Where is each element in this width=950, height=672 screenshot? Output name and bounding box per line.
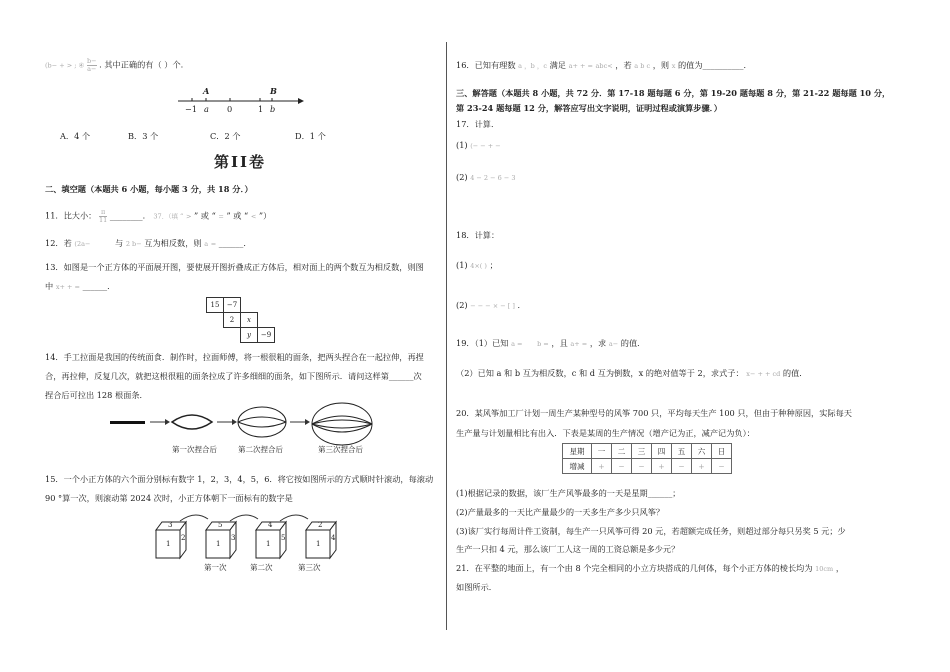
q11-frac-den: 11: [98, 216, 108, 224]
cube-4-front: 1: [316, 540, 321, 548]
q21-unit: 10cm: [815, 565, 834, 573]
column-divider: [446, 42, 447, 630]
cube-3-front: 1: [266, 540, 271, 548]
cube-3: [250, 520, 290, 560]
q17-part2-label: (2): [456, 172, 468, 182]
table-header-cell: 五: [672, 444, 692, 459]
q19-part2: [456, 368, 807, 380]
arrow-1-head: [165, 419, 170, 425]
table-header-cell: 六: [692, 444, 712, 459]
q20-part3-line1: (3)该厂实行每周计件工资制，每生产一只风筝可得 20 元，若超额完成任务，则超过部分每只另奖 5 元；少: [456, 526, 846, 536]
noodle-caption-3: 第三次捏合后: [318, 445, 363, 454]
table-cell: +: [592, 459, 612, 474]
q20-line1: 20．某风筝加工厂计划一周生产某种型号的风筝 700 只，平均每天生产 100 只，但由于种种原因，实际每天: [456, 408, 852, 418]
q17-part1-label: (1): [456, 140, 468, 150]
q20-part2: (2)产量最多的一天比产量最少的一天多生产多少只风筝？: [456, 507, 665, 517]
q12-expr1: (2a−: [74, 240, 91, 248]
noodle-thick-bar: [110, 421, 145, 424]
q12-suffix: 互为相反数，则: [144, 238, 202, 248]
q14-line1: 14．手工拉面是我国的传统面食．制作时，拉面师傅，将一根很粗的面条，把两头捏合在一起拉伸，再捏: [45, 352, 424, 362]
q13-line2: [45, 281, 115, 293]
q10-frac-den: a−: [87, 65, 97, 73]
q19-prefix: 19．（1）已知: [456, 338, 509, 348]
roll-arrow-2: [230, 515, 258, 521]
cube-2-top: 5: [218, 521, 223, 529]
q16: [456, 60, 752, 72]
tick-label-zero: 0: [227, 104, 233, 114]
q19-part2-text: （2）已知 a 和 b 互为相反数，c 和 d 互为倒数，x 的绝对值等于 2，求式子：: [456, 368, 744, 378]
q20-part1: (1)根据记录的数据，该厂生产风筝最多的一天是星期______；: [456, 488, 681, 498]
q17-part2: [456, 172, 516, 184]
q16-expr1: a+ + =: [568, 62, 593, 70]
q11-lt: <: [250, 212, 257, 221]
net-cell-x: x: [240, 312, 258, 328]
table-header-cell: 一: [592, 444, 612, 459]
q10-tail-suffix: . 其中正确的有（ ）个.: [99, 59, 184, 70]
noodle-figure: [110, 400, 380, 450]
cube-net-figure: [206, 297, 286, 345]
q16-if: ，若: [615, 60, 632, 70]
net-cell-neg7: −7: [223, 297, 241, 313]
net-cell-2: 2: [223, 312, 241, 328]
q19-ask: ，求: [589, 338, 607, 348]
cube-caption-2: 第二次: [250, 563, 273, 572]
tick-label-b: b: [270, 104, 276, 114]
q12: [45, 238, 252, 250]
noodle-stage-2: [238, 407, 286, 437]
q16-prefix: 16．已知有理数: [456, 60, 516, 70]
q21-end: ，: [835, 563, 845, 573]
cube-1-top: 3: [168, 521, 173, 529]
cube-4-top: 2: [318, 521, 323, 529]
q17-part2-expr: 4 − 2 − 6 − 3: [470, 174, 516, 182]
roll-arrow-3: [280, 515, 308, 521]
table-row: [563, 459, 732, 474]
q11-frac-num: π: [100, 208, 106, 216]
cube-2-side: 3: [231, 534, 236, 542]
q18-part1-label: (1): [456, 260, 468, 270]
q16-then: ，则: [652, 60, 670, 70]
point-label-B: B: [270, 86, 277, 96]
q13-line2-blank: ______．: [82, 281, 116, 291]
q11-gt: >: [185, 212, 192, 221]
q10-tail: [45, 58, 183, 73]
q12-eq: =: [210, 240, 217, 248]
q18-part2: [456, 300, 526, 312]
net-cell-neg9: −9: [257, 327, 275, 343]
q12-with: 与: [115, 238, 124, 248]
number-line-arrow: [298, 98, 304, 104]
cube-2: [200, 520, 240, 560]
q10-option-c: C．2 个: [210, 131, 241, 141]
q10-option-b: B．3 个: [128, 131, 159, 141]
noodle-stage-2-line-b: [238, 422, 286, 427]
noodle-stage-3-line-b: [312, 420, 372, 424]
q19-cond: ，且: [551, 338, 568, 348]
q16-vars: a ，b ，c: [518, 62, 547, 70]
table-cell: −: [712, 459, 732, 474]
arrow-3-head: [305, 419, 310, 425]
q19-part2-end: 的值．: [782, 368, 808, 378]
q19-expr1: a =: [511, 340, 523, 348]
q19-expr2: b =: [537, 340, 549, 348]
table-cell: −: [612, 459, 632, 474]
q15-line1: 15．一个小正方体的六个面分别标有数字 1，2，3，4，5，6．将它按如图所示的方式顺时针滚动，每滚动: [45, 474, 434, 484]
q21-text: 21．在平整的地面上，有一个由 8 个完全相同的小立方块搭成的几何体，每个小正方体的棱长均为: [456, 563, 813, 573]
q18-heading: 18．计算：: [456, 230, 500, 240]
noodle-caption-2: 第二次捏合后: [238, 445, 283, 454]
q19-end: 的值．: [620, 338, 646, 348]
q17-heading: 17．计算．: [456, 119, 500, 129]
q19-expr4: a−: [608, 340, 619, 348]
q12-prefix: 12．若: [45, 238, 72, 248]
arrow-2-head: [232, 419, 237, 425]
q18-part2-label: (2): [456, 300, 468, 310]
q18-part1-expr: 4×( ): [470, 262, 487, 270]
table-header-cell: 四: [652, 444, 672, 459]
noodle-stage-2-line-a: [238, 417, 286, 422]
rolling-cubes-figure: [150, 520, 340, 565]
q10-option-d: D．1 个: [295, 131, 326, 141]
point-label-A: A: [203, 86, 210, 96]
q19-part1: [456, 338, 645, 350]
q10-frac-num: b−: [86, 57, 97, 65]
q10-option-a: A．4 个: [60, 131, 91, 141]
table-header-cell: 日: [712, 444, 732, 459]
table-cell: −: [632, 459, 652, 474]
q16-end: 的值为__________．: [677, 60, 752, 70]
q13-line2-expr: x+ + =: [55, 283, 80, 291]
q10-tail-prefix: (b− + > ; ④: [45, 61, 85, 70]
tick-label-a: a: [204, 104, 209, 114]
q16-cond: 满足: [549, 60, 566, 70]
q12-blank: ______．: [218, 238, 252, 248]
q19-expr3: a+ =: [570, 340, 588, 348]
q18-part1-end: ；: [489, 260, 498, 270]
q18-part2-expr: − − − × − [ ]: [470, 302, 515, 310]
production-table: [562, 443, 732, 474]
net-cell-15: 15: [206, 297, 224, 313]
q17-part1: [456, 140, 501, 152]
q16-x: x: [671, 62, 676, 70]
table-cell: +: [692, 459, 712, 474]
cube-4-side: 4: [331, 534, 336, 542]
section3-heading-line1: 三、解答题（本题共 8 小题，共 72 分．第 17-18 题每题 6 分，第 19-20 题每题 8 分，第 21-22 题每题 10 分，: [456, 88, 891, 98]
q12-expr3: a: [204, 240, 209, 248]
cube-3-side: 5: [281, 534, 286, 542]
noodle-stage-3-line-c: [312, 424, 372, 428]
q11-right: 37．（填 “: [153, 212, 184, 221]
cube-1-side: 2: [181, 534, 186, 542]
q20-part3-line2: 生产一只扣 4 元，那么该厂工人这一周的工资总额是多少元？: [456, 544, 680, 554]
q11-prefix: 11．比大小：: [45, 210, 97, 221]
table-header-cell: 三: [632, 444, 652, 459]
q11-blank: ________．: [109, 210, 151, 221]
q21-line1: [456, 563, 844, 575]
roll-arrow-1: [180, 515, 208, 521]
table-header-cell: 星期: [563, 444, 592, 459]
q16-expr3: a b c: [634, 62, 651, 70]
net-cell-y: y: [240, 327, 258, 343]
q13-line1: 13．如图是一个正方体的平面展开图，要使展开图折叠成正方体后，相对面上的两个数互为相反数，则图: [45, 262, 424, 272]
cube-caption-3: 第三次: [298, 563, 321, 572]
table-cell: +: [652, 459, 672, 474]
cube-caption-1: 第一次: [204, 563, 227, 572]
q14-line2: 合，再拉伸，反复几次，就把这根很粗的面条拉成了许多细细的面条，如下图所示．请问这样第______次: [45, 371, 422, 381]
q13-line2-prefix: 中: [45, 281, 54, 291]
q11-sep2: ” 或 “: [226, 210, 249, 221]
q11-eq: =: [218, 212, 224, 221]
cube-1-front: 1: [166, 540, 171, 548]
cube-2-front: 1: [216, 540, 221, 548]
section2-heading: 二、填空题（本题共 6 小题，每小题 3 分，共 18 分．）: [45, 184, 253, 194]
table-cell: −: [672, 459, 692, 474]
cube-1: [150, 520, 190, 560]
q18-part1: [456, 260, 498, 272]
q11-end: ”）: [258, 210, 272, 221]
noodle-caption-1: 第一次捏合后: [172, 445, 217, 454]
part2-title: 第II卷: [214, 153, 267, 171]
tick-label-one: 1: [258, 104, 264, 114]
roll-arrows: [150, 510, 340, 522]
q21-line2: 如图所示．: [456, 582, 497, 592]
q20-line2: 生产量与计划量相比有出入．下表是某周的生产情况（增产记为正，减产记为负）：: [456, 428, 755, 438]
section3-heading-line2: 第 23-24 题每题 12 分，解答应写出文字说明，证明过程或演算步骤．）: [456, 103, 722, 113]
noodle-stage-1: [172, 415, 212, 429]
table-header-cell: 二: [612, 444, 632, 459]
cube-4: [300, 520, 340, 560]
table-header-row: [563, 444, 732, 459]
noodle-stage-3: [312, 403, 372, 445]
q18-part2-end: ．: [517, 300, 526, 310]
tick-label-neg1: −1: [185, 104, 198, 114]
q11-fraction: [99, 209, 107, 224]
q10-tail-fraction: [87, 58, 97, 73]
table-cell: 增减: [563, 459, 592, 474]
q11-sep1: ” 或 “: [194, 210, 216, 221]
q14-line3: 捏合后可拉出 128 根面条．: [45, 390, 148, 400]
q16-expr2: abc<: [595, 62, 613, 70]
q19-part2-expr: x− + + cd: [746, 370, 781, 378]
cube-3-top: 4: [268, 521, 273, 529]
q12-expr2: 2 b−: [125, 240, 142, 248]
q15-line2: 90 °算一次，则滚动第 2024 次时，小正方体朝下一面标有的数字是: [45, 493, 293, 503]
q11: [45, 209, 271, 224]
q17-part1-expr: (− − + −: [470, 142, 501, 150]
